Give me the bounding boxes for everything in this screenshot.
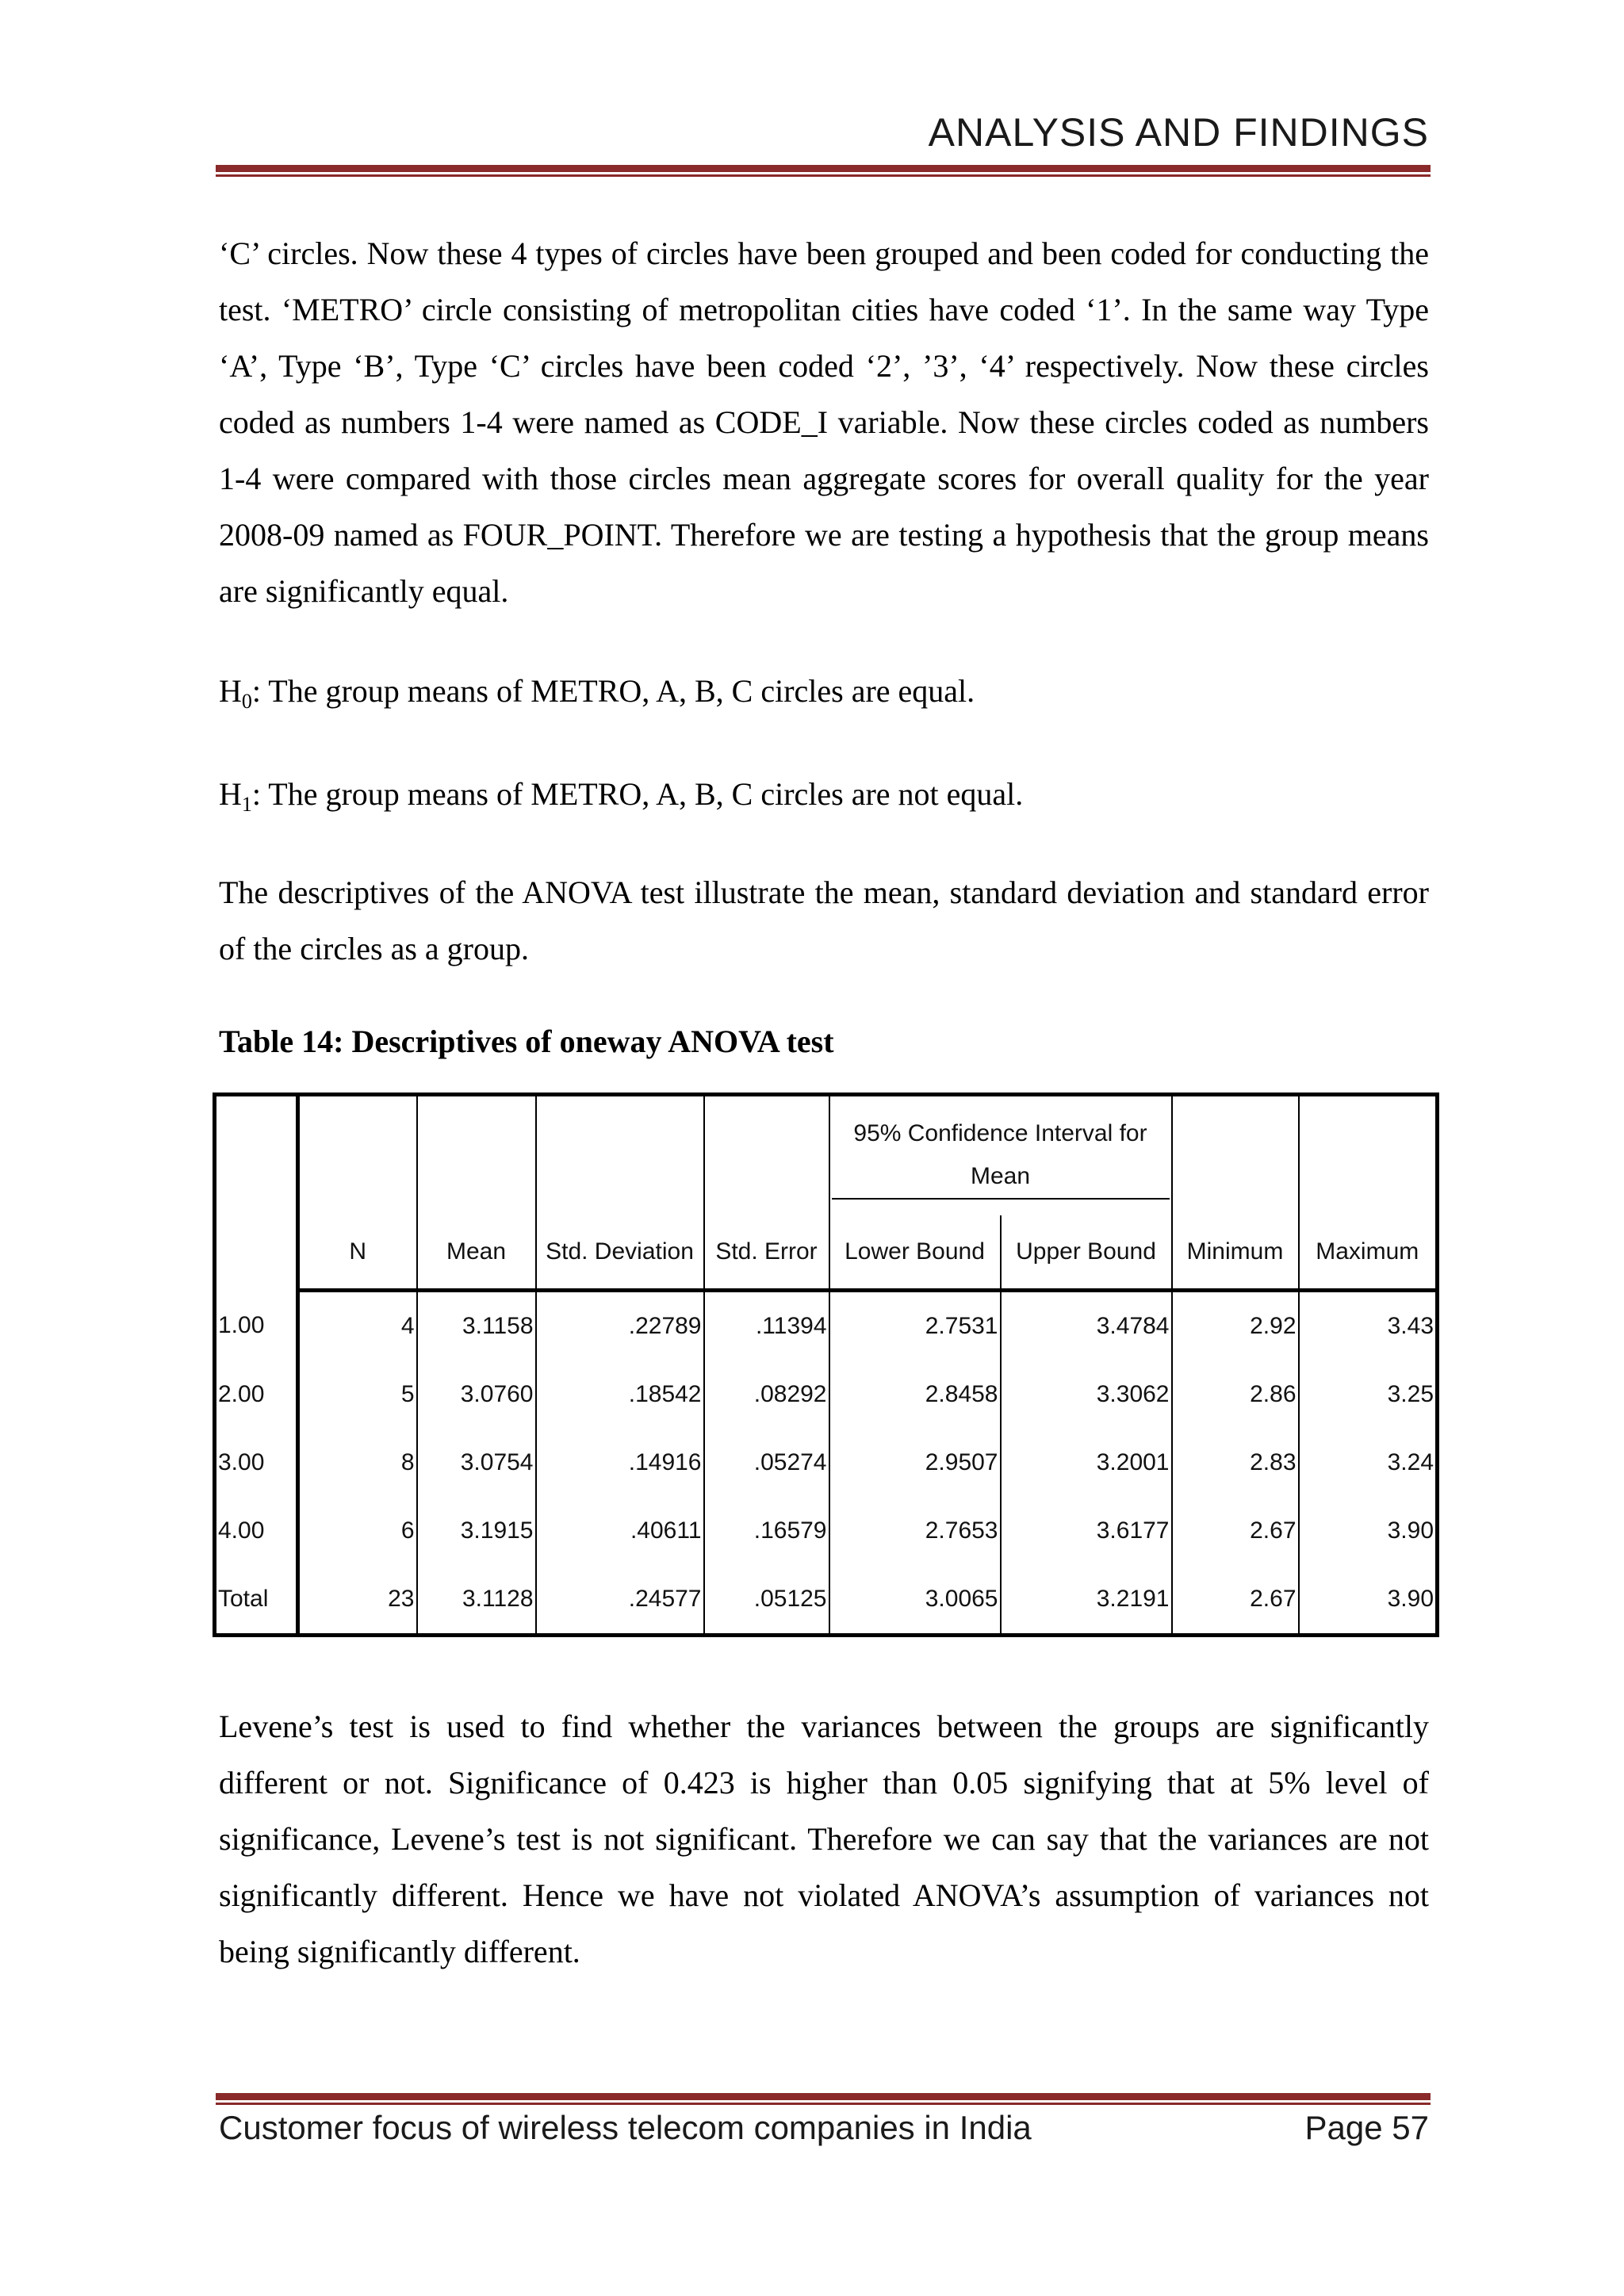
- cell-upper-bound: 3.3062: [1001, 1360, 1172, 1429]
- cell-mean: 3.0754: [417, 1429, 536, 1497]
- table-caption: Table 14: Descriptives of oneway ANOVA test: [219, 1024, 834, 1059]
- table-row: [215, 1429, 1438, 1497]
- column-header-std-error: Std. Error: [704, 1215, 829, 1291]
- cell-lower-bound: 2.8458: [829, 1360, 1001, 1429]
- cell-upper-bound: 3.4784: [1001, 1291, 1172, 1361]
- cell-n: 4: [298, 1291, 417, 1361]
- header-blank-cell: [215, 1095, 298, 1291]
- cell-std-error: .16579: [704, 1497, 829, 1565]
- cell-lower-bound: 2.9507: [829, 1429, 1001, 1497]
- paragraph-levene: Levene’s test is used to find whether the variances between the groups are significantly different or not. Significance of 0.423 is higher than 0.05 signifying that at 5% level of significance, Levene’s test is not significant. Therefore we can say that the variances are not significantly different. Hence we have not violated ANOVA’s assumption of variances not being significantly different.: [219, 1709, 1429, 1969]
- column-header-n: N: [298, 1215, 417, 1291]
- table-row: [215, 1497, 1438, 1565]
- cell-mean: 3.1158: [417, 1291, 536, 1361]
- cell-mean: 3.1128: [417, 1565, 536, 1636]
- hypothesis-null: $H_0$: The group means of METRO, A, B, C circles are equal.: [219, 673, 975, 713]
- cell-std-error: .08292: [704, 1360, 829, 1429]
- cell-minimum: 2.92: [1172, 1291, 1299, 1361]
- cell-std-deviation: .18542: [536, 1360, 704, 1429]
- table-row: [215, 1360, 1438, 1429]
- row-label: 4.00: [218, 1517, 265, 1544]
- cell-maximum: 3.43: [1299, 1291, 1438, 1361]
- paragraph-descriptives: The descriptives of the ANOVA test illustrate the mean, standard deviation and standard error of the circles as a group.: [219, 874, 1429, 966]
- running-header: ANALYSIS AND FINDINGS: [928, 110, 1429, 155]
- row-label: 1.00: [218, 1311, 265, 1338]
- cell-maximum: 3.24: [1299, 1429, 1438, 1497]
- column-header-minimum: Minimum: [1172, 1215, 1299, 1291]
- cell-std-deviation: .40611: [536, 1497, 704, 1565]
- cell-mean: 3.1915: [417, 1497, 536, 1565]
- cell-maximum: 3.25: [1299, 1360, 1438, 1429]
- row-label: 2.00: [218, 1381, 265, 1407]
- cell-std-deviation: .14916: [536, 1429, 704, 1497]
- cell-upper-bound: 3.6177: [1001, 1497, 1172, 1565]
- cell-std-deviation: .22789: [536, 1291, 704, 1361]
- page-number: Page 57: [1304, 2109, 1429, 2146]
- ci-group-header: 95% Confidence Interval for Mean: [829, 1095, 1172, 1216]
- cell-minimum: 2.67: [1172, 1497, 1299, 1565]
- cell-lower-bound: 3.0065: [829, 1565, 1001, 1636]
- cell-maximum: 3.90: [1299, 1565, 1438, 1636]
- column-header-mean: Mean: [417, 1215, 536, 1291]
- column-header-lower-bound: Lower Bound: [829, 1215, 1001, 1291]
- cell-upper-bound: 3.2001: [1001, 1429, 1172, 1497]
- column-header-maximum: Maximum: [1299, 1215, 1438, 1291]
- cell-minimum: 2.67: [1172, 1565, 1299, 1636]
- table-row: [215, 1291, 1438, 1361]
- cell-minimum: 2.83: [1172, 1429, 1299, 1497]
- cell-std-deviation: .24577: [536, 1565, 704, 1636]
- descriptives-table: [213, 1093, 1439, 1637]
- header-rule: [216, 165, 1431, 177]
- cell-std-error: .05125: [704, 1565, 829, 1636]
- table-row-total: [215, 1565, 1438, 1636]
- footer-title: Customer focus of wireless telecom companies in India: [219, 2109, 1032, 2146]
- cell-n: 5: [298, 1360, 417, 1429]
- row-label: 3.00: [218, 1449, 265, 1475]
- cell-lower-bound: 2.7653: [829, 1497, 1001, 1565]
- cell-n: 6: [298, 1497, 417, 1565]
- cell-n: 8: [298, 1429, 417, 1497]
- paragraph-intro: ‘C’ circles. Now these 4 types of circles have been grouped and been coded for conducting the test. ‘METRO’ circle consisting of metropolitan cities have coded ‘1’. In the same way Type ‘A’, Type ‘B’, Type ‘C’ circles have been coded ‘2’, ’3’, ‘4’ respectively. Now these circles coded as numbers 1-4 were named as CODE_I variable. Now these circles coded as numbers 1-4 were compared with those circles mean aggregate scores for overall quality for the year 2008-09 named as FOUR_POINT. Therefore we are testing a hypothesis that the group means are significantly equal.: [219, 235, 1429, 609]
- column-header-std-deviation: Std. Deviation: [536, 1215, 704, 1291]
- cell-std-error: .11394: [704, 1291, 829, 1361]
- column-header-upper-bound: Upper Bound: [1001, 1215, 1172, 1291]
- cell-mean: 3.0760: [417, 1360, 536, 1429]
- cell-maximum: 3.90: [1299, 1497, 1438, 1565]
- hypothesis-alternate: $H_1$: The group means of METRO, A, B, C circles are not equal.: [219, 776, 1024, 816]
- row-label: Total: [218, 1586, 269, 1612]
- cell-std-error: .05274: [704, 1429, 829, 1497]
- cell-upper-bound: 3.2191: [1001, 1565, 1172, 1636]
- footer-rule: [216, 2093, 1431, 2105]
- cell-lower-bound: 2.7531: [829, 1291, 1001, 1361]
- cell-n: 23: [298, 1565, 417, 1636]
- cell-minimum: 2.86: [1172, 1360, 1299, 1429]
